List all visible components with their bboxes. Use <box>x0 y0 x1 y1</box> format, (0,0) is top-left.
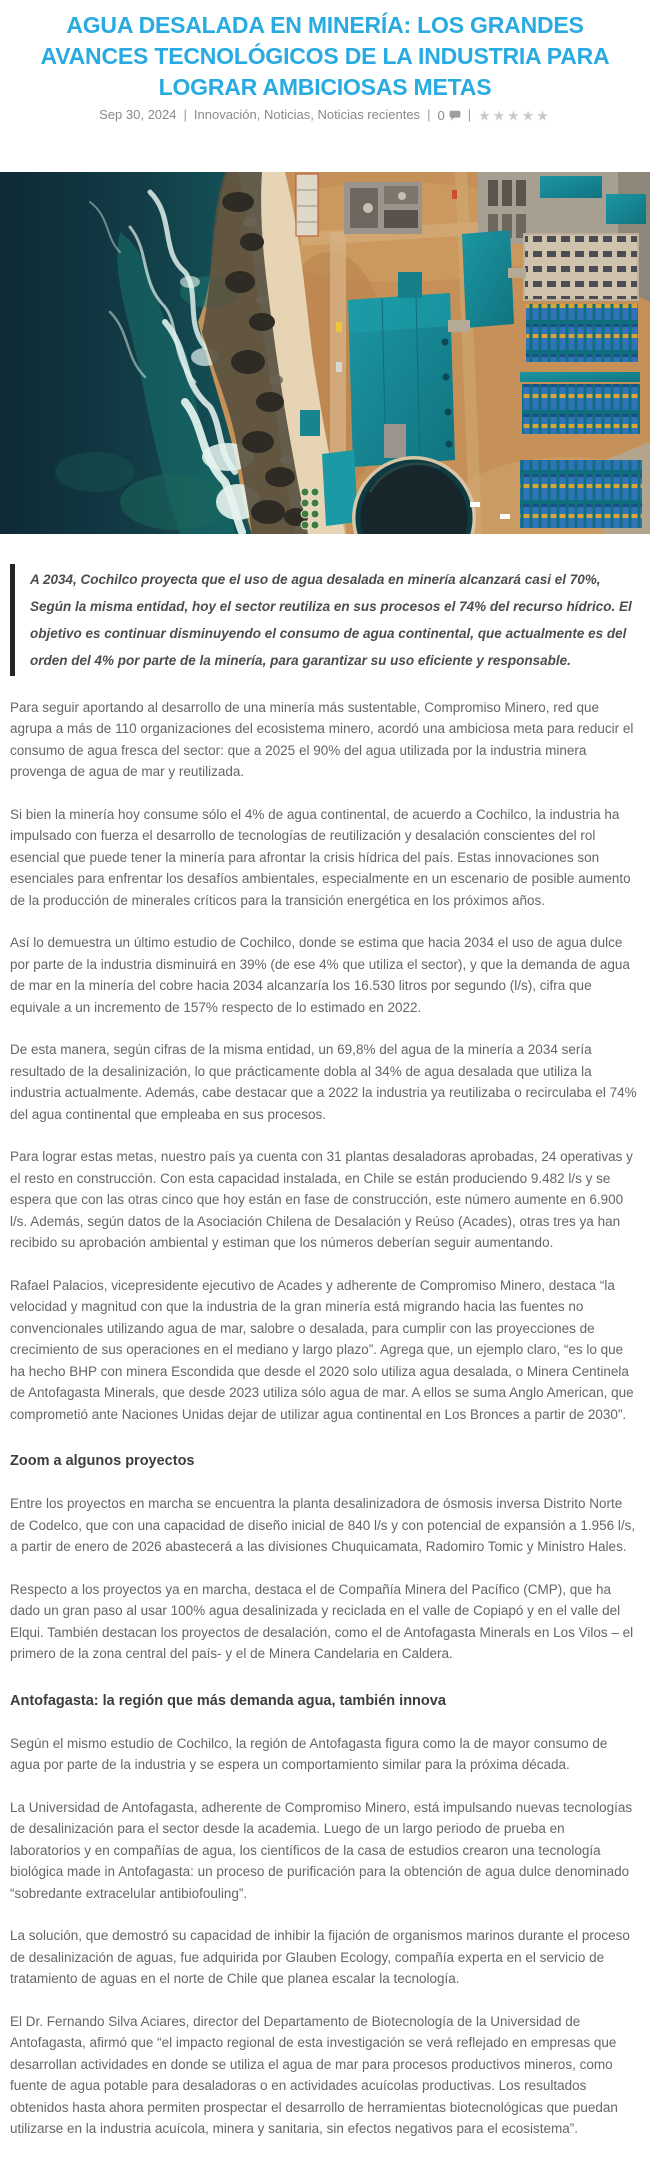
hero-image <box>0 172 650 534</box>
article-quote <box>10 564 640 676</box>
comments-count-link[interactable]: 0 <box>437 108 460 124</box>
article-paragraph: El Dr. Fernando Silva Aciares, director del Departamento de Biotecnología de la Universidad de Antofagasta, afirmó que “el impacto regional de esta investigación se verá reflejado en empresas que desarrollan actividades en donde se utiliza el agua de mar para procesos productivos mineros, como fuente de agua potable para desaladoras o en actividades acuícolas productivas. Los resultados obtenidos hasta ahora permiten prospectar el desarrollo de herramientas biotecnológicas que puedan utilizarse en la industria acuícola, minera y sanitaria, sin efectos negativos para el ecosistema”. <box>10 2013 618 2137</box>
speech-bubble-icon <box>449 110 461 121</box>
article-paragraph: Respecto a los proyectos ya en marcha, destaca el de Compañía Minera del Pacífico (CMP), que ha dado un gran paso al usar 100% agua desalinizada y reciclada en el valle de Copiapó y en el valle del Elqui. También destacan los proyectos de desalación, como el de Antofagasta Minerals en Los Vilos – el primero de la zona central del país- y el de Minera Candelaria en Caldera. <box>10 1581 634 1662</box>
article-paragraph: Rafael Palacios, vicepresidente ejecutivo de Acades y adherente de Compromiso Minero, destaca “la velocidad y magnitud con que la industria de la gran minería está migrando hacia las fuentes no convencionales utilizando agua de mar, salobre o desalada, para cumplir con las proyecciones de crecimiento de sus operaciones en el mediano y largo plazo”. Agrega que, un ejemplo claro, “es lo que ha hecho BHP con minera Escondida que desde el 2020 solo utiliza agua desalada, o Minera Centinela de Antofagasta Minerals, que desde 2023 utiliza sólo agua de mar. A ellos se suma Anglo American, que comprometió ante Naciones Unidas dejar de utilizar agua continental en Los Bronces a partir de 2030”. <box>10 1277 634 1422</box>
article-paragraph: Entre los proyectos en marcha se encuentra la planta desalinizadora de ósmosis inversa Distrito Norte de Codelco, que con una capacidad de diseño inicial de 840 l/s y con potencial de expansión a 1.956 l/s, a partir de enero de 2026 abastecerá a las divisiones Chuquicamata, Radomiro Tomic y Ministro Hales. <box>10 1496 636 1555</box>
section-heading: Zoom a algunos proyectos <box>10 1453 195 1470</box>
article-paragraph: La Universidad de Antofagasta, adherente de Compromiso Minero, está impulsando nuevas tecnologías de desalinización para el sector desde la academia. Luego de un largo periodo de prueba en laboratorios y en compañías de agua, los científicos de la casa de estudios crearon una tecnología biológica made in Antofagasta: un proceso de purificación para la obtención de agua dulce denominado “sobredante extracelular antibiofouling”. <box>10 1799 633 1901</box>
post-categories[interactable]: Innovación, Noticias, Noticias recientes <box>193 107 421 122</box>
article-paragraph: Así lo demuestra un último estudio de Cochilco, donde se estima que hacia 2034 el uso de agua dulce por parte de la industria disminuirá en 39% (de ese 4% que utiliza el sector), y que la demanda de agua de mar en la minería del cobre hacia 2034 alcanzaría los 16.530 litros por segundo (l/s), cifra que equivale a un incremento de 157% respecto de lo estimado en 2022. <box>10 935 630 1015</box>
aerial-photo-desalination-plant <box>0 172 650 534</box>
article-paragraph: Para seguir aportando al desarrollo de una minería más sustentable, Compromiso Minero, red que agrupa a más de 110 organizaciones del ecosistema minero, acordó una ambiciosa meta para reducir el consumo de agua fresca del sector: que a 2025 el 90% del agua utilizada por la industria minera provenga de agua de mar y reutilizada. <box>10 699 634 780</box>
section-heading: Antofagasta: la región que más demanda agua, también innova <box>10 1692 446 1709</box>
post-date: Sep 30, 2024 <box>99 107 177 122</box>
meta-separator: | <box>427 107 431 122</box>
desal-rack-block-top <box>526 304 638 362</box>
star-rating[interactable]: ★★★★★ <box>478 107 551 124</box>
article-paragraph: Según el mismo estudio de Cochilco, la región de Antofagasta figura como la de mayor consumo de agua por parte de la industria y se espera un comportamiento similar para la próxima década. <box>10 1735 608 1773</box>
article-paragraph: De esta manera, según cifras de la misma entidad, un 69,8% del agua de la minería a 2034 sería resultado de la desalinización, lo que prácticamente dobla al 34% de agua desalada que utiliza la industria actualmente. Además, cabe destacar que a 2022 la industria ya reutilizaba o recirculaba el 74% del agua continental que empleaba en sus procesos. <box>10 1042 637 1122</box>
blog-post <box>0 10 650 2167</box>
post-meta <box>0 107 650 124</box>
meta-separator: | <box>183 107 187 122</box>
article-paragraph: La solución, que demostró su capacidad de inhibir la fijación de organismos marinos durante el proceso de desalinización de aguas, fue adquirida por Glauben Ecology, compañía experta en el servicio de tratamiento de aguas en el norte de Chile que planea escalar la tecnología. <box>10 1928 630 1987</box>
desal-rack-block-mid <box>522 384 640 434</box>
equipment-pad <box>524 234 638 300</box>
page-title: AGUA DESALADA EN MINERÍA: LOS GRANDES AVANCES TECNOLÓGICOS DE LA INDUSTRIA PARA LOGRAR AMBICIOSAS METAS <box>40 12 610 100</box>
desal-rack-block-bottom <box>520 460 642 528</box>
quote-text: A 2034, Cochilco proyecta que el uso de agua desalada en minería alcanzará casi el 70%, Según la misma entidad, hoy el sector reutiliza en sus procesos el 74% del recurso hídrico. El objetivo es continuar disminuyendo el consumo de agua continental, que actualmente es del orden del 4% por parte de la minería, para garantizar su uso eficiente y responsable. <box>30 571 632 668</box>
article-paragraph: Si bien la minería hoy consume sólo el 4% de agua continental, de acuerdo a Cochilco, la industria ha impulsado con fuerza el desarrollo de tecnologías de reutilización y desalación conscientes del rol esencial que puede tener la minería para afrontar la crisis hídrica del país. Estas innovaciones son esenciales para enfrentar los desafíos ambientales, especialmente en un escenario de posible aumento de la producción de minerales críticos para la transición energética en los próximos años. <box>10 806 631 908</box>
article-paragraph: Para lograr estas metas, nuestro país ya cuenta con 31 plantas desaladoras aprobadas, 24 operativas y el resto en construcción. Con esta capacidad instalada, en Chile se están produciendo 9.482 l/s y se espera que con las otras cinco que hoy están en fase de construcción, este número aumente en 6.900 l/s. Además, según datos de la Asociación Chilena de Desalación y Reúso (Acades), otras tres ya han recibido su aprobación ambiental y estiman que los números deberían seguir aumentando. <box>10 1149 633 1251</box>
treatment-units <box>296 174 422 236</box>
article-body <box>0 697 650 2167</box>
meta-separator: | <box>467 107 472 122</box>
